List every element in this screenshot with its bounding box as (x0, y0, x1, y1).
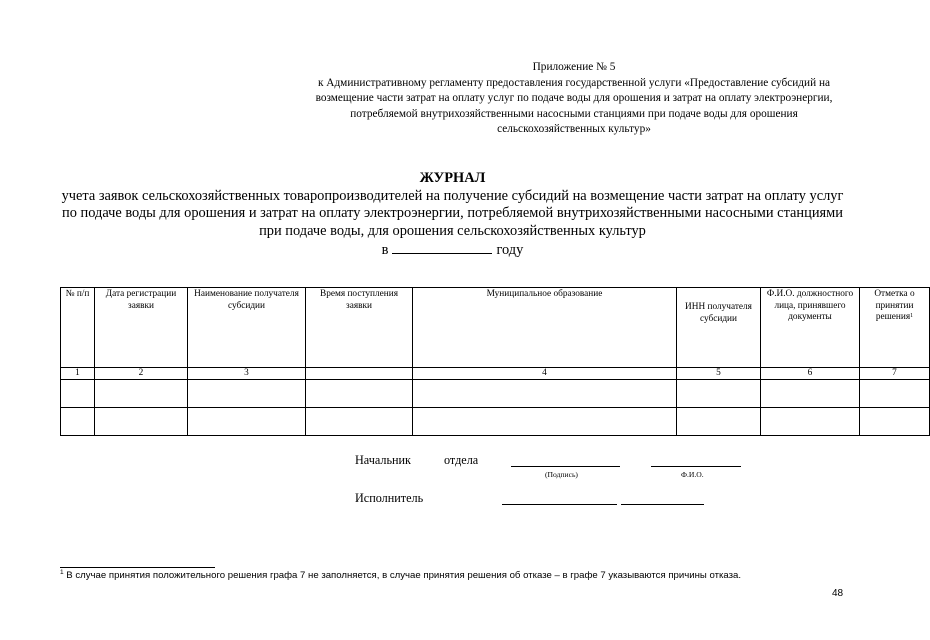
table-cell (860, 380, 930, 408)
footnote-divider (60, 567, 215, 568)
table-cell (188, 408, 306, 436)
table-cell (306, 408, 413, 436)
executor-signature-line (502, 504, 617, 505)
table-cell (306, 380, 413, 408)
department-label: отдела (444, 453, 479, 467)
table-cell (95, 408, 188, 436)
name-caption: Ф.И.О. (681, 470, 704, 479)
header-cell-decision (860, 288, 930, 368)
table-row (61, 380, 930, 408)
table-row (61, 408, 930, 436)
table-cell (677, 408, 761, 436)
annex-text: к Административному регламенту предоставления государственной услуги «Предоставление субсидий на возмещение части затрат на оплату услуг по подаче воды для орошения и затрат на оплату электроэнергии, потребляемой внутрихозяйственными насосными станциями при подаче воды для орошения сельскохозяйственных культур» (315, 77, 833, 135)
journal-heading (55, 170, 850, 260)
column-number: 2 (95, 368, 188, 380)
table-header-row (61, 288, 930, 368)
column-numbers-row (61, 368, 930, 380)
table-cell (61, 408, 95, 436)
journal-title: ЖУРНАЛ (419, 170, 486, 186)
registration-table (60, 287, 930, 436)
executor-label: Исполнитель (355, 491, 424, 505)
table-cell (413, 380, 677, 408)
footnote-ref: 1 (910, 313, 914, 320)
table-cell (860, 408, 930, 436)
column-number: 4 (413, 368, 677, 380)
column-number: 5 (677, 368, 761, 380)
header-cell: Муниципальное образование (413, 288, 677, 368)
header-cell: Дата регистрации заявки (95, 288, 188, 368)
header-cell: № п/п (61, 288, 95, 368)
table-cell (61, 380, 95, 408)
column-number (306, 368, 413, 380)
header-cell: Наименование получателя субсидии (188, 288, 306, 368)
head-name-line (651, 466, 741, 467)
header-cell: Ф.И.О. должностного лица, принявшего документы (761, 288, 860, 368)
annex-block (300, 60, 848, 137)
table-cell (761, 408, 860, 436)
header-decision-text: Отметка о принятии решения (874, 289, 915, 323)
header-cell: Время поступления заявки (306, 288, 413, 368)
year-suffix: году (496, 242, 524, 259)
table-cell (95, 380, 188, 408)
head-signature-line (511, 466, 620, 467)
table-cell (677, 380, 761, 408)
annex-title: Приложение № 5 (532, 61, 616, 73)
footnote-mark: 1 (60, 569, 64, 576)
journal-subtitle: учета заявок сельскохозяйственных товаропроизводителей на получение субсидий на возмещение части затрат на оплату услуг по подаче воды для орошения и затрат на оплату электроэнергии, потребляемой внутрихозяйственными насосными станциями при подаче воды, для орошения сельскохозяйственных культур (61, 187, 844, 239)
footnote-text: В случае принятия положительного решения графа 7 не заполняется, в случае принятия решения об отказе – в графе 7 указываются причины отказа. (63, 570, 742, 581)
year-blank (392, 240, 492, 254)
year-prefix: в (381, 242, 389, 259)
table-cell (761, 380, 860, 408)
column-number: 7 (860, 368, 930, 380)
header-cell: ИНН получателя субсидии (677, 288, 761, 368)
page-number: 48 (832, 588, 844, 599)
executor-name-line (621, 504, 704, 505)
footnote (60, 570, 850, 581)
head-label: Начальник (355, 453, 411, 467)
column-number: 3 (188, 368, 306, 380)
signature-caption: (Подпись) (545, 470, 578, 479)
journal-year-line (55, 240, 850, 260)
column-number: 6 (761, 368, 860, 380)
table-cell (188, 380, 306, 408)
column-number: 1 (61, 368, 95, 380)
table-cell (413, 408, 677, 436)
